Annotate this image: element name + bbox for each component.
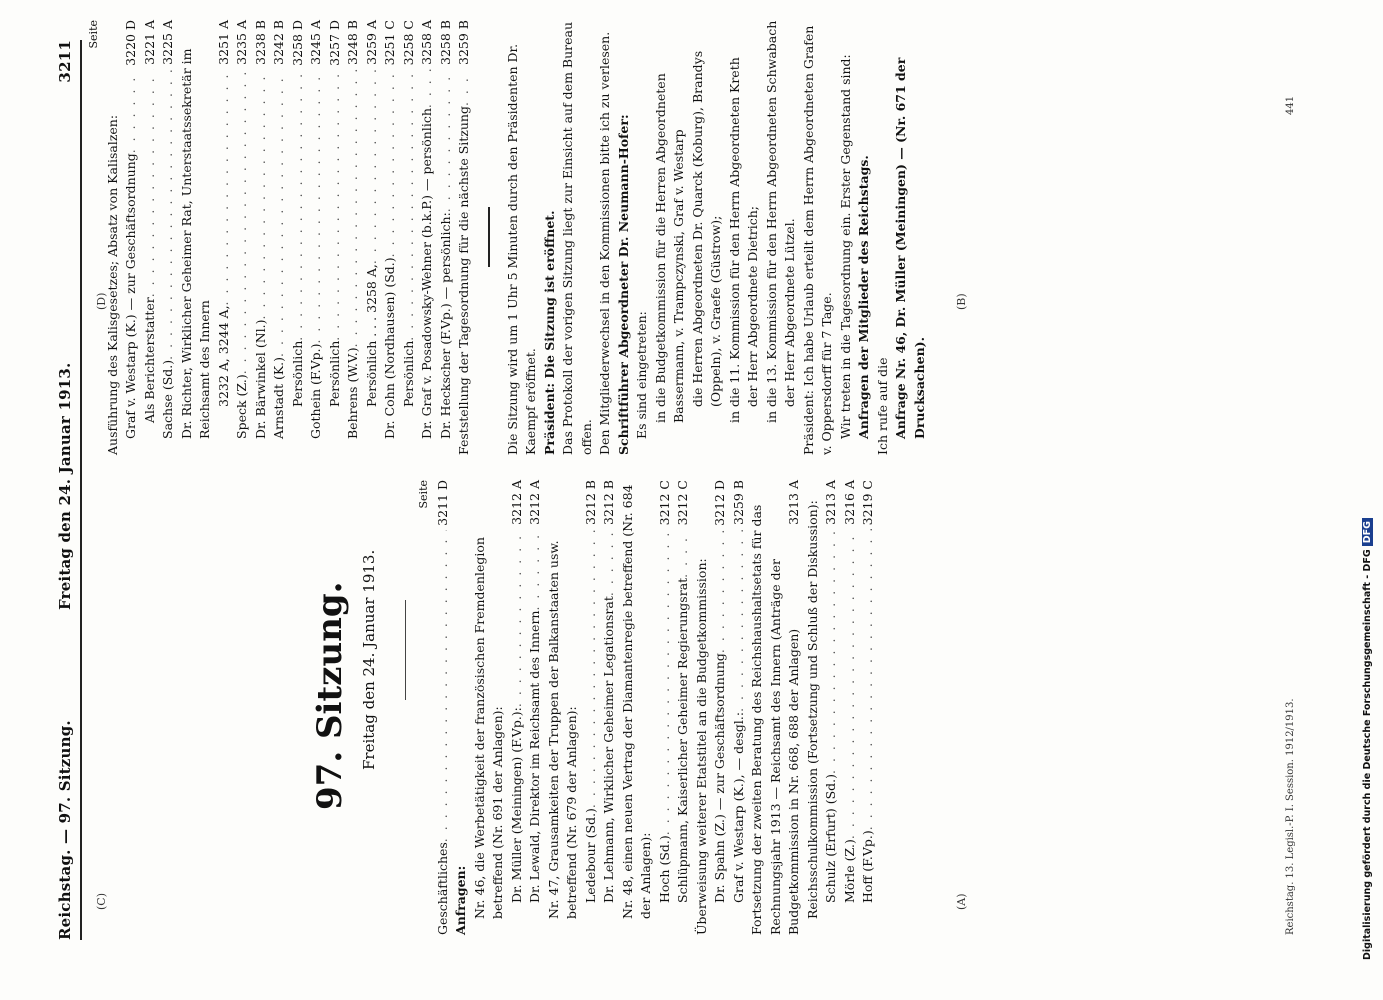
leader-dots — [344, 69, 363, 347]
left-entry-page: 3259 B — [730, 480, 746, 525]
leader-dots — [418, 69, 437, 108]
right_top-entry-page: 3259 B — [456, 20, 471, 65]
right_top-entry — [215, 20, 234, 455]
right_top-entry-page: 3245 A — [308, 20, 323, 65]
left-entry-page: 3212 B — [601, 480, 616, 525]
right_top-entry-page: 3258 D — [289, 20, 305, 66]
leader-dots — [326, 70, 345, 341]
right_top-entry-text: Persönlich — [400, 340, 416, 407]
body-entry-text: der Herr Abgeordnete Lützel. — [782, 218, 797, 407]
left-entry-text: Graf v. Westarp (K.), — desgl.: — [730, 711, 746, 903]
right_top-entry — [104, 20, 123, 455]
right_top-entry — [141, 20, 160, 455]
left-entry — [859, 480, 878, 935]
right_top-entry-text: Feststellung der Tagesordnung für die nächste Sitzung — [456, 106, 471, 455]
right_top-entry-page: 3258 A — [419, 20, 434, 65]
right_top-entry-text: Gothein (F.Vp.) — [308, 343, 323, 439]
body-entry — [633, 20, 652, 455]
dfg-credit: Digitalisierung gefördert durch die Deutsche Forschungsgemeinschaft - DFGDFG — [1362, 518, 1373, 960]
left-entry-page: 3212 A — [508, 480, 524, 525]
right_top-entry-page: 3258 C — [400, 20, 416, 66]
leader-dots — [822, 529, 841, 774]
dfg-logo-icon: DFG — [1362, 518, 1373, 546]
body-entry-text: Präsident: Die Sitzung ist eröffnet. — [541, 210, 557, 455]
body-entry-text: Es sind eingetreten: — [634, 311, 649, 439]
leader-dots — [159, 69, 178, 360]
right_top-entry-text: Als Berichterstatter — [141, 297, 157, 423]
left-entry-text: Nr. 47, Grausamkeiten der Truppen der Balkanstaaten usw. betreffend (Nr. 679 der Anlagen): — [545, 540, 579, 919]
right_top-entry-text: Persönlich — [326, 340, 342, 407]
seite-label: Seite — [417, 480, 430, 509]
left-entry-text: Geschäftliches — [434, 842, 450, 935]
left-entry — [619, 480, 656, 935]
right_top-entry-page: 3242 B — [271, 20, 286, 65]
right_top-entry — [381, 20, 400, 455]
section-rule — [488, 208, 490, 268]
footer-reference: Reichstag. 13. Legisl.-P. I. Session. 1912/1913. — [1285, 698, 1296, 935]
body-entry-text: der Herr Abgeordnete Dietrich; — [745, 205, 760, 407]
body-entry — [541, 20, 560, 455]
left-entry — [526, 480, 545, 935]
right_top-entry-page: 3257 D — [326, 20, 342, 66]
body-entry — [689, 20, 726, 455]
right_top-entry-page: 3220 D — [123, 20, 138, 66]
right_top-entry-text: Dr. Heckscher (F.Vp.) — persönlich: — [437, 212, 453, 439]
left-entry — [434, 480, 453, 935]
leader-dots — [215, 69, 234, 306]
leader-dots — [674, 529, 693, 577]
header-center: Freitag den 24. Januar 1913. — [56, 362, 74, 610]
right_top-entry-page: 3251 A — [215, 20, 231, 65]
body-entry-text: in die 11. Kommission für den Herrn Abgeordneten Kreth — [726, 57, 742, 423]
left-entry — [582, 480, 601, 935]
leader-dots — [526, 529, 545, 611]
left-entry — [471, 480, 508, 935]
body-entry-text: in die Budgetkommission für die Herren Abgeordneten Bassermann, v. Trampczynski, Graf v. Westarp — [652, 73, 686, 423]
left-entry-text: Überweisung weiterer Etatstitel an die Budgetkommission: — [693, 558, 709, 935]
leader-dots — [122, 70, 141, 153]
left-entry — [674, 480, 693, 935]
right_top-entry — [233, 20, 252, 455]
left-entry-text: Schulz (Erfurt) (Sd.) — [823, 773, 838, 903]
left-entry-text: Dr. Lewald, Direktor im Reichsamt des Innern — [527, 610, 542, 903]
left-entry-text: Reichsschulkommission (Fortsetzung und Schluß der Diskussion): — [804, 500, 820, 919]
right_top-entry-text: Graf v. Westarp (K.) — zur Geschäftsordnung — [123, 153, 138, 439]
left-entry — [693, 480, 712, 935]
right_top-entry — [270, 20, 289, 455]
body-entry-text: Wir treten in die Tagesordnung ein. Erster Gegenstand sind: — [837, 54, 853, 439]
left-entry — [822, 480, 841, 935]
leader-dots — [270, 69, 289, 357]
body-entry-text: Das Protokoll der vorigen Sitzung liegt zur Einsicht auf dem Bureau offen. — [560, 21, 594, 455]
toc-right-column — [85, 20, 929, 455]
left-entry-text: Schlüpmann, Kaiserlicher Geheimer Regierungsrat — [675, 577, 690, 903]
body-entry — [615, 20, 634, 455]
left-entry-text: Nr. 48, einen neuen Vertrag der Diamantenregie betreffend (Nr. 684 der Anlagen): — [619, 484, 653, 919]
body-entry — [837, 20, 856, 455]
body-entry-text: in die 13. Kommission für den Herrn Abgeordneten Schwabach — [763, 20, 779, 423]
left-entry — [730, 480, 749, 935]
title-rule — [405, 600, 406, 700]
leader-dots — [841, 529, 860, 839]
body-entry — [874, 20, 893, 455]
right_top-entry — [437, 20, 456, 455]
left-entry-text: Dr. Spahn (Z.) — zur Geschäftsordnung — [712, 653, 727, 903]
left-entry-page: 3212 D — [712, 480, 727, 526]
leader-dots — [455, 69, 474, 106]
right_top-entry — [122, 20, 141, 455]
left-entry-page: 3213 A — [823, 480, 838, 525]
left-entry — [600, 480, 619, 935]
leader-dots — [141, 69, 160, 297]
leader-dots — [233, 69, 252, 374]
body-entry — [596, 20, 615, 455]
left-entry-page: 3212 A — [527, 480, 542, 525]
left-entry-text: Hoff (F.Vp.) — [860, 830, 875, 903]
right_top-entry-page: 3251 C — [382, 20, 397, 66]
left-entry-page: 3212 C — [656, 480, 672, 526]
right_top-entry — [307, 20, 326, 455]
right_top-entry — [363, 20, 382, 455]
right_top-entry-text: Arnstadt (K.) — [271, 356, 286, 439]
leader-dots — [363, 69, 382, 264]
left-entry-text: Ledebour (Sd.) — [582, 808, 598, 903]
right_top-entry-text: 3232 A, 3244 A, — [215, 305, 231, 407]
session-title: 97. Sitzung. — [310, 581, 350, 810]
left-entry-text: Fortsetzung der zweiten Beratung des Reichshaushaltsetats für das Rechnungsjahr 1913 — Reichsamt des Innern (Anträge der Budgetkommission in Nr. 668, 688 der Anlagen) — [749, 504, 801, 935]
right_top-entry-page: 3225 A — [160, 20, 175, 65]
header-page-number: 3211 — [56, 40, 74, 83]
session-date: Freitag den 24. Januar 1913. — [360, 549, 378, 770]
body-entry — [726, 20, 745, 455]
right_top-entry — [178, 20, 215, 455]
footer-page-number: 441 — [1285, 95, 1296, 115]
body-entry — [892, 20, 929, 455]
right_top-entry — [326, 20, 345, 455]
right_top-entry-text: Speck (Z.) — [234, 374, 249, 439]
right_top-entry-text: Dr. Bärwinkel (Nl.) — [252, 319, 268, 439]
left-entry — [452, 480, 471, 935]
right_top-entry-text: Persönlich — [289, 340, 305, 407]
left-entry-page: 3213 A — [786, 480, 801, 525]
body-entry-text: Den Mitgliederwechsel in den Kommissionen bitte ich zu verlesen. — [597, 31, 612, 455]
right_top-entry — [252, 20, 271, 455]
right_top-entry-page: 3221 A — [141, 20, 157, 65]
right_top-entry-text: Behrens (W.V.) — [345, 347, 360, 439]
leader-dots — [400, 69, 419, 340]
left-entry-text: Dr. Lehmann, Wirklicher Geheimer Legationsrat — [601, 596, 616, 903]
right_top-entry — [418, 20, 437, 455]
leader-dots — [600, 529, 619, 596]
right_top-entry — [344, 20, 363, 455]
right_top-entry-text: Dr. Richter, Wirklicher Geheimer Rat, Unterstaatssekretär im Reichsamt des Innern — [178, 48, 212, 439]
left-entry-page: 3212 C — [675, 480, 690, 526]
leader-dots — [252, 69, 271, 319]
body-entry — [855, 20, 874, 455]
right_top-entry-text: Sachse (Sd.) — [160, 359, 175, 439]
body-entry — [763, 20, 782, 455]
body-entry-text: Anfrage Nr. 46, Dr. Müller (Meiningen) — (Nr. 671 der Drucksachen). — [893, 57, 927, 439]
right_top-entry-page: 3258 B — [437, 20, 453, 65]
toc-left-column — [415, 480, 878, 935]
right_top-entry-page: 3238 B — [252, 20, 268, 65]
leader-dots — [381, 69, 400, 257]
right_top-entry-page: 3259 A — [363, 20, 379, 65]
left-entry-text: Dr. Müller (Meiningen) (F.Vp.): — [508, 707, 524, 903]
body-entry-text: Ich rufe auf die — [874, 357, 890, 455]
left-entry-page: 3212 B — [582, 480, 598, 525]
body-entry — [652, 20, 689, 455]
left-entry-text: Nr. 46, die Werbetätigkeit der französischen Fremdenlegion betreffend (Nr. 691 der Anlagen): — [471, 537, 505, 919]
body-entry-text: Schriftführer Abgeordneter Dr. Neumann-Hofer: — [615, 114, 631, 455]
left-entry — [508, 480, 527, 935]
margin-marker-b: (B) — [955, 293, 968, 310]
seite-label-right: Seite — [87, 20, 100, 49]
left-entry — [711, 480, 730, 935]
right_top-entry — [400, 20, 419, 455]
body-entry — [744, 20, 763, 455]
left-entry — [804, 480, 823, 935]
leader-dots — [582, 529, 601, 808]
leader-dots — [656, 529, 675, 835]
leader-dots — [289, 70, 308, 341]
left-entry-page: 3216 A — [841, 480, 857, 525]
running-header — [40, 40, 82, 940]
body-entry — [781, 20, 800, 455]
right_top-entry — [455, 20, 474, 455]
body-entry-text: Anfragen der Mitglieder des Reichstags. — [856, 155, 871, 439]
body-entry-text: die Herren Abgeordneten Dr. Quarck (Koburg), Brandys (Oppeln), v. Graefe (Güstrow); — [689, 50, 723, 407]
margin-marker-d: (D) — [95, 292, 108, 310]
leader-dots — [730, 529, 749, 712]
leader-dots — [307, 69, 326, 344]
right_top-entry-page: 3248 B — [345, 20, 360, 65]
left-entry — [748, 480, 804, 935]
left-entry — [545, 480, 582, 935]
left-entry-text: Hoch (Sd.) — [656, 835, 672, 903]
right_top-entry-page: 3235 A — [234, 20, 249, 65]
body-entry-text: Präsident: Ich habe Urlaub erteilt dem Herrn Abgeordneten Grafen v. Oppersdorff für 7 Tage. — [800, 25, 834, 455]
right_top-entry-text: Ausführung des Kalisgesetzes; Absatz von Kalisalzen: — [104, 114, 120, 455]
leader-dots — [859, 529, 878, 830]
body-entry-text: Die Sitzung wird um 1 Uhr 5 Minuten durch den Präsidenten Dr. Kaempf eröffnet. — [504, 43, 538, 455]
left-entry-text: Anfragen: — [453, 865, 468, 935]
right_top-entry — [289, 20, 308, 455]
header-left: Reichstag. — 97. Sitzung. — [56, 720, 74, 940]
margin-marker-c: (C) — [95, 893, 108, 910]
leader-dots — [434, 530, 453, 842]
left-entry-page: 3219 C — [860, 480, 875, 526]
right_top-entry-text: Persönlich . . . 3258 A, — [363, 264, 379, 407]
left-entry — [841, 480, 860, 935]
leader-dots — [508, 529, 527, 707]
body-entry — [559, 20, 596, 455]
body-entry — [504, 20, 541, 455]
margin-marker-a: (A) — [955, 893, 968, 910]
left-entry-page: 3211 D — [434, 480, 450, 526]
right_top-entry-text: Dr. Graf v. Posadowsky-Wehner (b.k.P.) — persönlich — [419, 108, 434, 439]
right_top-entry — [159, 20, 178, 455]
body-entry — [800, 20, 837, 455]
right_top-entry-text: Dr. Cohn (Nordhausen) (Sd.) — [382, 257, 397, 439]
left-entry-text: Mörle (Z.) — [841, 839, 857, 903]
leader-dots — [711, 530, 730, 653]
leader-dots — [437, 69, 456, 212]
left-entry — [656, 480, 675, 935]
